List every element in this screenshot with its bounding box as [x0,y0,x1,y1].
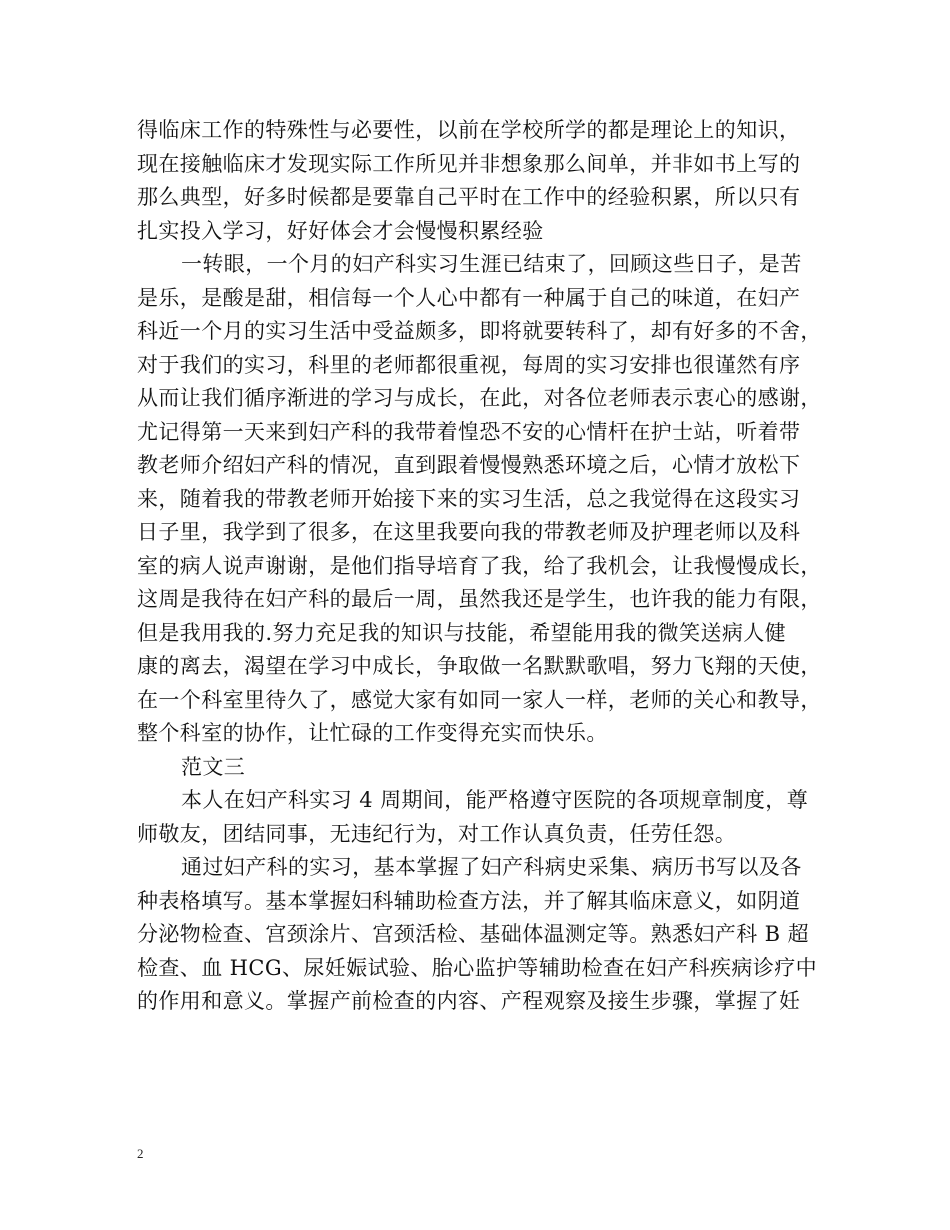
text-line: 康的离去，渴望在学习中成长，争取做一名默默歌唱，努力飞翔的天使， [137,654,822,678]
text-line: 是乐，是酸是甜，相信每一个人心中都有一种属于自己的味道，在妇产 [137,285,801,310]
text-line: 教老师介绍妇产科的情况，直到跟着慢慢熟悉环境之后，心情才放松下 [137,453,801,477]
text-line: 的作用和意义。掌握产前检查的内容、产程观察及接生步骤，掌握了妊 [137,989,801,1013]
text-line: 在一个科室里待久了，感觉大家有如同一家人一样，老师的关心和教导， [137,687,822,712]
text-line: 师敬友，团结同事，无违纪行为，对工作认真负责，任劳任怨。 [137,821,737,846]
text-line: 那么典型，好多时候都是要靠自己平时在工作中的经验积累，所以只有 [137,185,801,209]
text-line: 室的病人说声谢谢，是他们指导培育了我，给了我机会，让我慢慢成长， [137,553,822,578]
text-line: 一转眼，一个月的妇产科实习生涯已结束了，回顾这些日子，是苦 [181,252,802,276]
text-line: 种表格填写。基本掌握妇科辅助检查方法，并了解其临床意义，如阴道 [137,888,801,913]
text-line: 通过妇产科的实习，基本掌握了妇产科病史采集、病历书写以及各 [181,855,802,879]
text-line: 日子里，我学到了很多，在这里我要向我的带教老师及护理老师以及科 [137,520,801,544]
text-line: 得临床工作的特殊性与必要性，以前在学校所学的都是理论上的知识， [137,118,801,142]
text-line: 扎实投入学习，好好体会才会慢慢积累经验 [137,218,544,243]
text-line: 检查、血 HCG、尿妊娠试验、胎心监护等辅助检查在妇产科疾病诊疗中 [137,955,818,980]
text-line: 尤记得第一天来到妇产科的我带着惶恐不安的心情杆在护士站，听着带 [137,419,801,444]
text-line: 但是我用我的.努力充足我的知识与技能，希望能用我的微笑送病人健 [137,620,787,645]
text-line: 本人在妇产科实习 4 周期间，能严格遵守医院的各项规章制度，尊 [181,788,809,812]
text-line: 对于我们的实习，科里的老师都很重视，每周的实习安排也很谨然有序 [137,352,801,377]
body-text [137,114,823,1019]
text-line: 分泌物检查、宫颈涂片、宫颈活检、基础体温测定等。熟悉妇产科 B 超 [137,922,809,946]
text-line: 这周是我待在妇产科的最后一周，虽然我还是学生，也许我的能力有限， [137,587,822,611]
text-line: 从而让我们循序渐进的学习与成长，在此，对各位老师表示衷心的感谢， [137,386,822,410]
text-line: 整个科室的协作，让忙碌的工作变得充实而快乐。 [137,721,608,745]
text-line: 科近一个月的实习生活中受益颇多，即将就要转科了，却有好多的不舍， [137,319,822,343]
page-number: 2 [137,1146,144,1161]
text-line: 来，随着我的带教老师开始接下来的实习生活，总之我觉得在这段实习 [137,486,801,511]
text-line: 范文三 [181,754,246,779]
text-line: 现在接触临床才发现实际工作所见并非想象那么间单，并非如书上写的 [137,151,801,176]
